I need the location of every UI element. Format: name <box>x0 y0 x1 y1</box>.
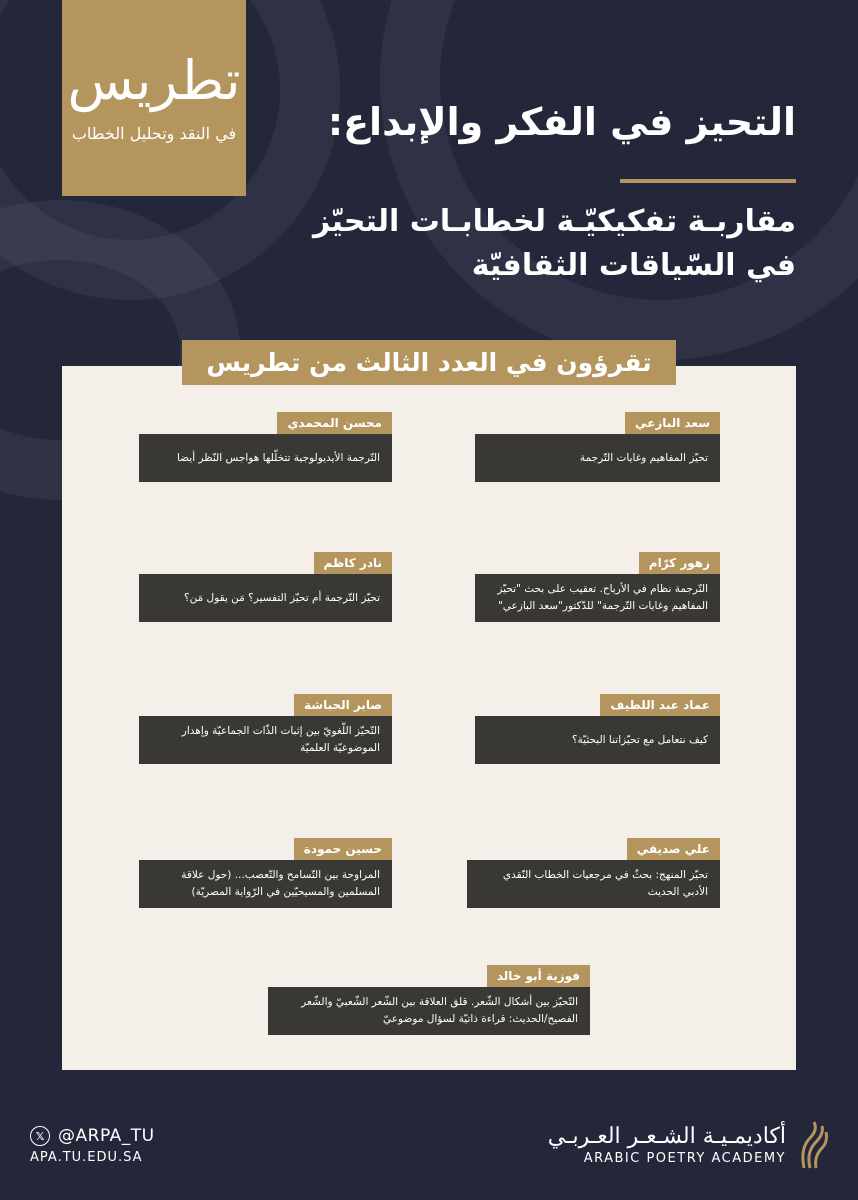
article-card <box>475 412 720 482</box>
academy-brand <box>548 1118 830 1172</box>
page-subtitle: مقاربـة تفكيكيّـة لخطابـات التحيّز في السّياقات الثقافيّة <box>312 204 796 283</box>
author-name: محسن المحمدي <box>277 412 392 434</box>
contents-heading: تقرؤون في العدد الثالث من تطريس <box>182 340 676 385</box>
article-card <box>268 965 590 1035</box>
article-title: تحيّز المفاهيم وغايات التّرجمة <box>475 434 720 482</box>
article-title: التّرجمة الأيديولوجية تتخلّلها هواجس النّظر أيضا <box>139 434 392 482</box>
article-card <box>139 412 392 482</box>
author-name: عماد عبد اللطيف <box>600 694 720 716</box>
article-card <box>139 838 392 908</box>
social-contacts <box>30 1126 155 1165</box>
x-logo-icon[interactable]: 𝕏 <box>30 1126 50 1146</box>
article-card <box>139 694 392 764</box>
logo-subtitle: في النقد وتحليل الخطاب <box>71 123 237 143</box>
article-title: تحيّز المنهج: بحثٌ في مرجعيات الخطاب النّقدي الأدبي الحديث <box>467 860 720 908</box>
article-title: التّحيّز بين أشكال الشّعر. قلق العلاقة بين الشّعر الشّعبيّ والشّعر الفصيح/الحديث: قراءة ذاتيّة لسؤال موضوعيّ <box>268 987 590 1035</box>
article-title: تحيّز التّرجمة أم تحيّز التفسير؟ مَن يقول مَن؟ <box>139 574 392 622</box>
article-card <box>475 552 720 622</box>
article-card <box>139 552 392 622</box>
social-handle-link[interactable]: @ARPA_TU <box>58 1126 155 1146</box>
academy-logo-icon <box>796 1118 830 1172</box>
article-title: المراوحة بين التّسامح والتّعصب... (حول علاقة المسلمين والمسيحيّين في الرّواية المصريّة) <box>139 860 392 908</box>
title-divider <box>620 179 796 183</box>
page-title: التحيز في الفكر والإبداع: <box>327 100 796 144</box>
academy-name-arabic: أكاديمـيـة الشـعـر العـربـي <box>547 1124 786 1149</box>
author-name: نادر كاظم <box>314 552 392 574</box>
author-name: صابر الحباشة <box>294 694 392 716</box>
author-name: فوزية أبو خالد <box>487 965 590 987</box>
author-name: سعد البازعي <box>625 412 720 434</box>
article-title: التّرجمة نظام في الأرياح. تعقيب على بحث "تحيّز المفاهيم وغايات التّرجمة" للدّكتور"سعد البازعي" <box>475 574 720 622</box>
academy-name-english: ARABIC POETRY ACADEMY <box>583 1151 786 1166</box>
article-card <box>475 694 720 764</box>
website-link[interactable]: APA.TU.EDU.SA <box>30 1150 143 1165</box>
author-name: علي صديقي <box>627 838 720 860</box>
article-card <box>467 838 720 908</box>
author-name: زهور كرّام <box>639 552 720 574</box>
journal-logo <box>62 0 246 196</box>
logo-title: تطريس <box>67 48 241 112</box>
author-name: حسين حمودة <box>294 838 392 860</box>
article-title: كيف نتعامل مع تحيّزاتنا البحثيّة؟ <box>475 716 720 764</box>
article-title: التّحيّز اللّغويّ بين إثبات الذّات الجماعيّة وإهدار الموضوعيّة العلميّة <box>139 716 392 764</box>
